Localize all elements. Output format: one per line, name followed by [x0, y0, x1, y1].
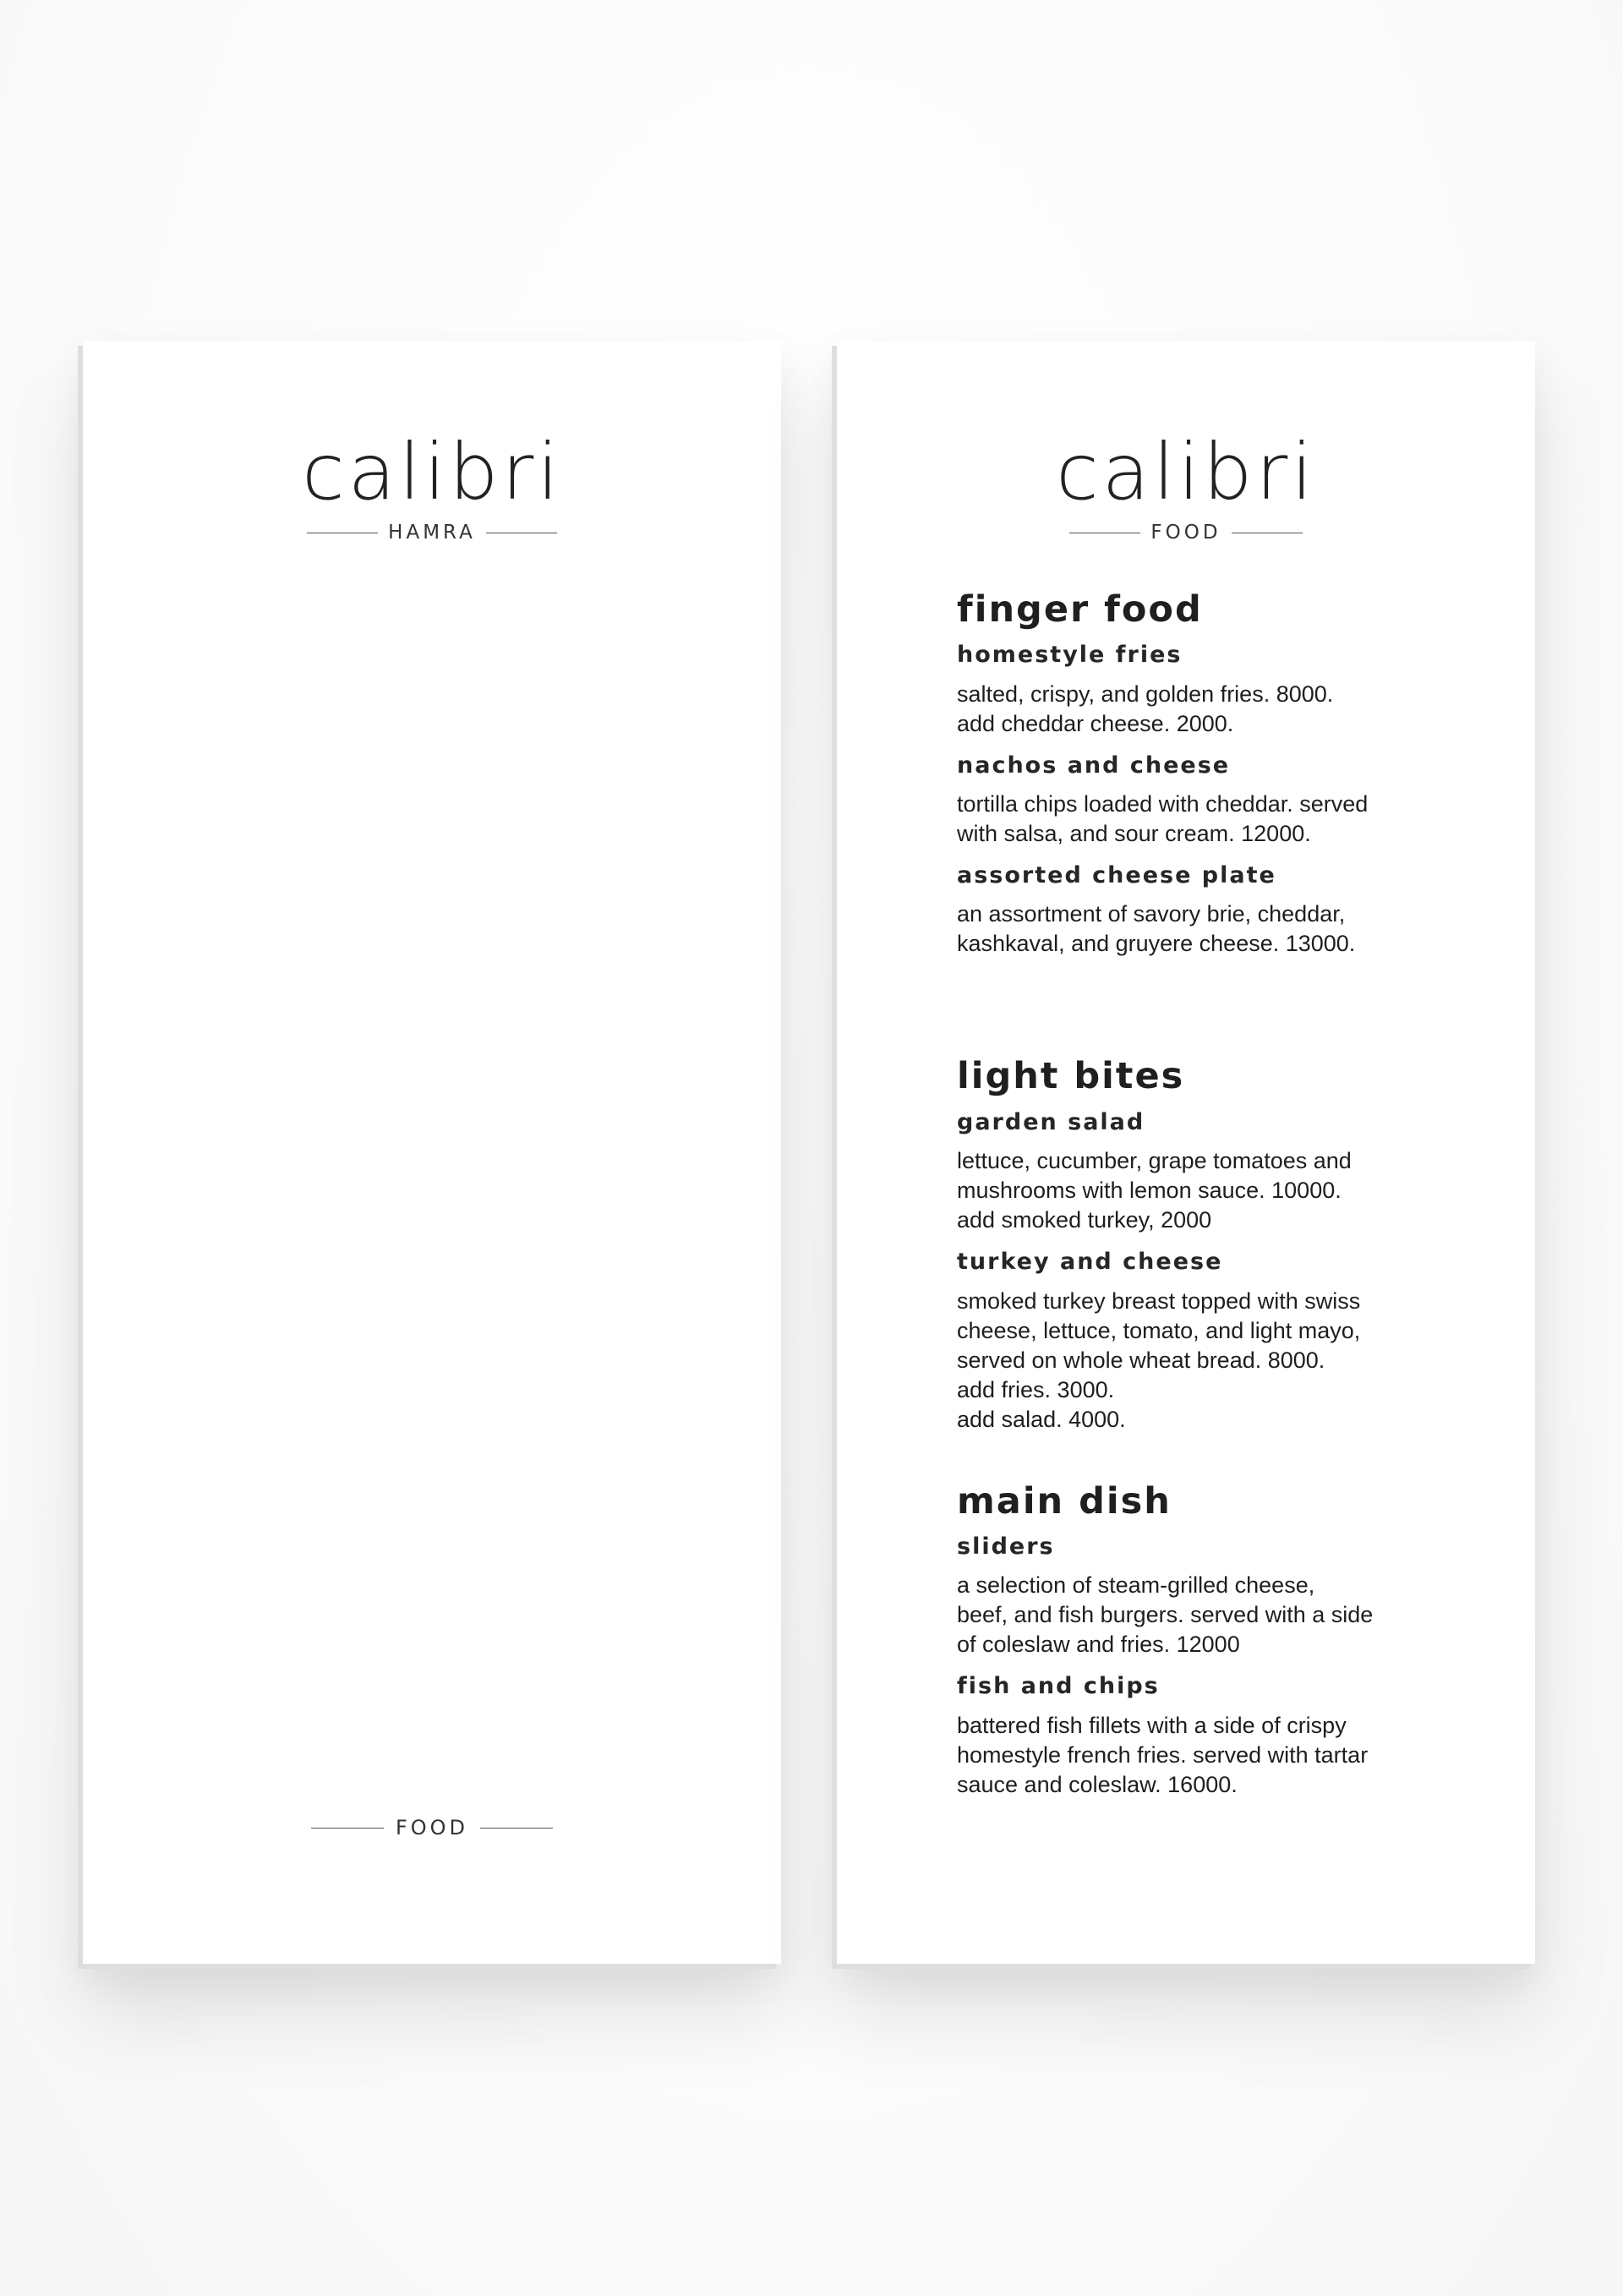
- description-line: tortilla chips loaded with cheddar. served: [957, 791, 1369, 817]
- divider-line: [480, 1828, 553, 1829]
- section-title: finger food: [957, 588, 1203, 631]
- item-name: nachos and cheese: [957, 752, 1231, 779]
- description-line: with salsa, and sour cream. 12000.: [957, 821, 1311, 847]
- item-description: [957, 680, 1424, 739]
- menu-section-main-dish: [957, 1479, 1424, 1800]
- description-line: kashkaval, and gruyere cheese. 13000.: [957, 931, 1356, 957]
- cover-footer-tag: [83, 1816, 781, 1840]
- description-line: smoked turkey breast topped with swiss: [957, 1287, 1361, 1314]
- menu-list: [957, 590, 1424, 1813]
- menu-section-finger-food: [957, 590, 1424, 959]
- menu-item: [957, 752, 1424, 849]
- menu-item: [957, 1533, 1424, 1659]
- menu-cover-card: [83, 341, 781, 1964]
- item-description: [957, 1287, 1424, 1435]
- description-line: homestyle french fries. served with tartar: [957, 1741, 1369, 1768]
- description-line: mushrooms with lemon sauce. 10000.: [957, 1178, 1342, 1204]
- item-name: garden salad: [957, 1108, 1145, 1135]
- divider-line: [311, 1828, 384, 1829]
- item-description: [957, 1711, 1424, 1800]
- item-name: turkey and cheese: [957, 1249, 1223, 1276]
- menu-brand-name: calibri: [1056, 427, 1316, 517]
- item-name: sliders: [957, 1533, 1055, 1560]
- description-line: a selection of steam-grilled cheese,: [957, 1572, 1315, 1599]
- description-line: lettuce, cucumber, grape tomatoes and: [957, 1148, 1352, 1174]
- description-line: salted, crispy, and golden fries. 8000.: [957, 681, 1334, 707]
- description-line: an assortment of savory brie, cheddar,: [957, 901, 1346, 927]
- menu-brand-tag: [837, 522, 1535, 544]
- description-line: add cheddar cheese. 2000.: [957, 710, 1234, 736]
- item-description: [957, 899, 1424, 959]
- description-line: add salad. 4000.: [957, 1406, 1126, 1432]
- item-description: [957, 790, 1424, 849]
- menu-item: [957, 1673, 1424, 1799]
- cover-brand-tag: [83, 522, 781, 544]
- description-line: served on whole wheat bread. 8000.: [957, 1347, 1325, 1373]
- menu-item: [957, 1109, 1424, 1235]
- description-line: cheese, lettuce, tomato, and light mayo,: [957, 1317, 1361, 1343]
- cover-brand-name: calibri: [302, 427, 562, 517]
- description-line: battered fish fillets with a side of crispy: [957, 1712, 1347, 1738]
- description-line: of coleslaw and fries. 12000: [957, 1632, 1240, 1658]
- item-name: homestyle fries: [957, 642, 1183, 669]
- menu-item: [957, 862, 1424, 959]
- menu-item: [957, 1249, 1424, 1434]
- menu-content-card: [837, 341, 1535, 1964]
- menu-section-light-bites: [957, 1057, 1424, 1434]
- description-line: sauce and coleslaw. 16000.: [957, 1771, 1238, 1797]
- item-description: [957, 1146, 1424, 1235]
- cover-footer-tag-text: FOOD: [395, 1816, 469, 1840]
- cover-brand: [83, 427, 781, 544]
- item-name: fish and chips: [957, 1673, 1160, 1700]
- menu-item: [957, 642, 1424, 738]
- description-line: add smoked turkey, 2000: [957, 1207, 1212, 1233]
- cover-brand-tag-text: HAMRA: [388, 522, 476, 544]
- item-description: [957, 1571, 1424, 1659]
- description-line: beef, and fish burgers. served with a side: [957, 1602, 1374, 1628]
- menu-brand: [837, 427, 1535, 544]
- description-line: add fries. 3000.: [957, 1376, 1115, 1402]
- menu-brand-tag-text: FOOD: [1150, 522, 1221, 544]
- section-title: light bites: [957, 1055, 1185, 1098]
- item-name: assorted cheese plate: [957, 862, 1276, 889]
- section-title: main dish: [957, 1479, 1172, 1522]
